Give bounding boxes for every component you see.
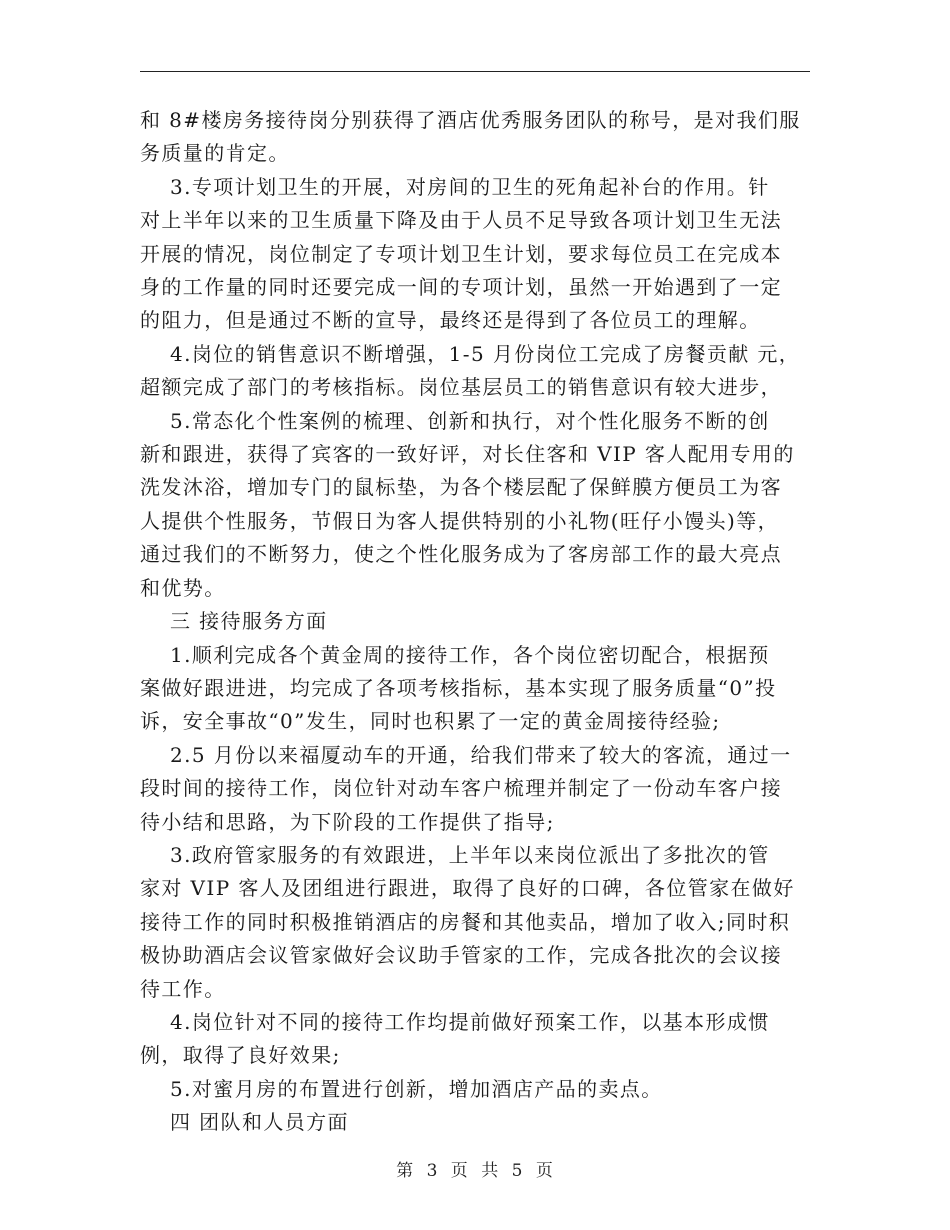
text-line: 案做好跟进进，均完成了各项考核指标，基本实现了服务质量“0”投 — [140, 675, 777, 700]
text-line: 的阻力，但是通过不断的宣导，最终还是得到了各位员工的理解。 — [140, 308, 761, 333]
text-line: 2.5 月份以来福厦动车的开通，给我们带来了较大的客流，通过一 — [170, 742, 792, 767]
paragraph — [140, 639, 812, 739]
text-line: 身的工作量的同时还要完成一间的专项计划，虽然一开始遇到了一定 — [140, 275, 782, 300]
paragraph — [140, 1006, 812, 1073]
paragraph — [140, 1073, 812, 1106]
text-line: 家对 VIP 客人及团组进行跟进，取得了良好的口碑，各位管家在做好 — [140, 876, 795, 901]
text-line: 5.对蜜月房的布置进行创新，增加酒店产品的卖点。 — [170, 1076, 663, 1101]
text-line: 待小结和思路，为下阶段的工作提供了指导; — [140, 809, 555, 834]
document-body — [140, 104, 812, 1140]
text-line: 三 接待服务方面 — [170, 609, 328, 634]
page-number-label: 第 3 页 共 5 页 — [396, 1161, 554, 1181]
header-rule — [140, 71, 810, 72]
paragraph — [140, 839, 812, 1006]
page-footer — [0, 1156, 950, 1181]
text-line: 通过我们的不断努力，使之个性化服务成为了客房部工作的最大亮点 — [140, 542, 782, 567]
text-line: 接待工作的同时积极推销酒店的房餐和其他卖品，增加了收入;同时积 — [140, 909, 791, 934]
paragraph — [140, 605, 812, 638]
text-line: 极协助酒店会议管家做好会议助手管家的工作，完成各批次的会议接 — [140, 943, 782, 968]
text-line: 4.岗位的销售意识不断增强，1-5 月份岗位工完成了房餐贡献 元， — [170, 341, 801, 366]
paragraph — [140, 171, 812, 338]
text-line: 务质量的肯定。 — [140, 141, 290, 166]
text-line: 和 8#楼房务接待岗分别获得了酒店优秀服务团队的称号，是对我们服 — [140, 108, 801, 132]
text-line: 1.顺利完成各个黄金周的接待工作，各个岗位密切配合，根据预 — [170, 642, 770, 667]
text-line: 诉，安全事故“0”发生，同时也积累了一定的黄金周接待经验; — [140, 709, 721, 734]
text-line: 新和跟进，获得了宾客的一致好评，对长住客和 VIP 客人配用专用的 — [140, 442, 795, 467]
paragraph — [140, 1106, 812, 1139]
paragraph — [140, 104, 812, 171]
paragraph — [140, 739, 812, 839]
text-line: 人提供个性服务，节假日为客人提供特别的小礼物(旺仔小馒头)等， — [140, 508, 780, 533]
text-line: 例，取得了良好效果; — [140, 1043, 341, 1068]
text-line: 四 团队和人员方面 — [170, 1110, 349, 1135]
text-line: 4.岗位针对不同的接待工作均提前做好预案工作，以基本形成惯 — [170, 1009, 770, 1034]
text-line: 超额完成了部门的考核指标。岗位基层员工的销售意识有较大进步， — [140, 375, 782, 400]
text-line: 3.政府管家服务的有效跟进，上半年以来岗位派出了多批次的管 — [170, 842, 770, 867]
text-line: 开展的情况，岗位制定了专项计划卫生计划，要求每位员工在完成本 — [140, 241, 782, 266]
text-line: 对上半年以来的卫生质量下降及由于人员不足导致各项计划卫生无法 — [140, 208, 782, 233]
text-line: 和优势。 — [140, 575, 226, 600]
paragraph — [140, 405, 812, 605]
text-line: 5.常态化个性案例的梳理、创新和执行，对个性化服务不断的创 — [170, 408, 770, 433]
paragraph — [140, 338, 812, 405]
text-line: 洗发沐浴，增加专门的鼠标垫，为各个楼层配了保鲜膜方便员工为客 — [140, 475, 782, 500]
text-line: 3.专项计划卫生的开展，对房间的卫生的死角起补台的作用。针 — [170, 174, 770, 199]
text-line: 段时间的接待工作，岗位针对动车客户梳理并制定了一份动车客户接 — [140, 776, 782, 801]
text-line: 待工作。 — [140, 976, 226, 1001]
